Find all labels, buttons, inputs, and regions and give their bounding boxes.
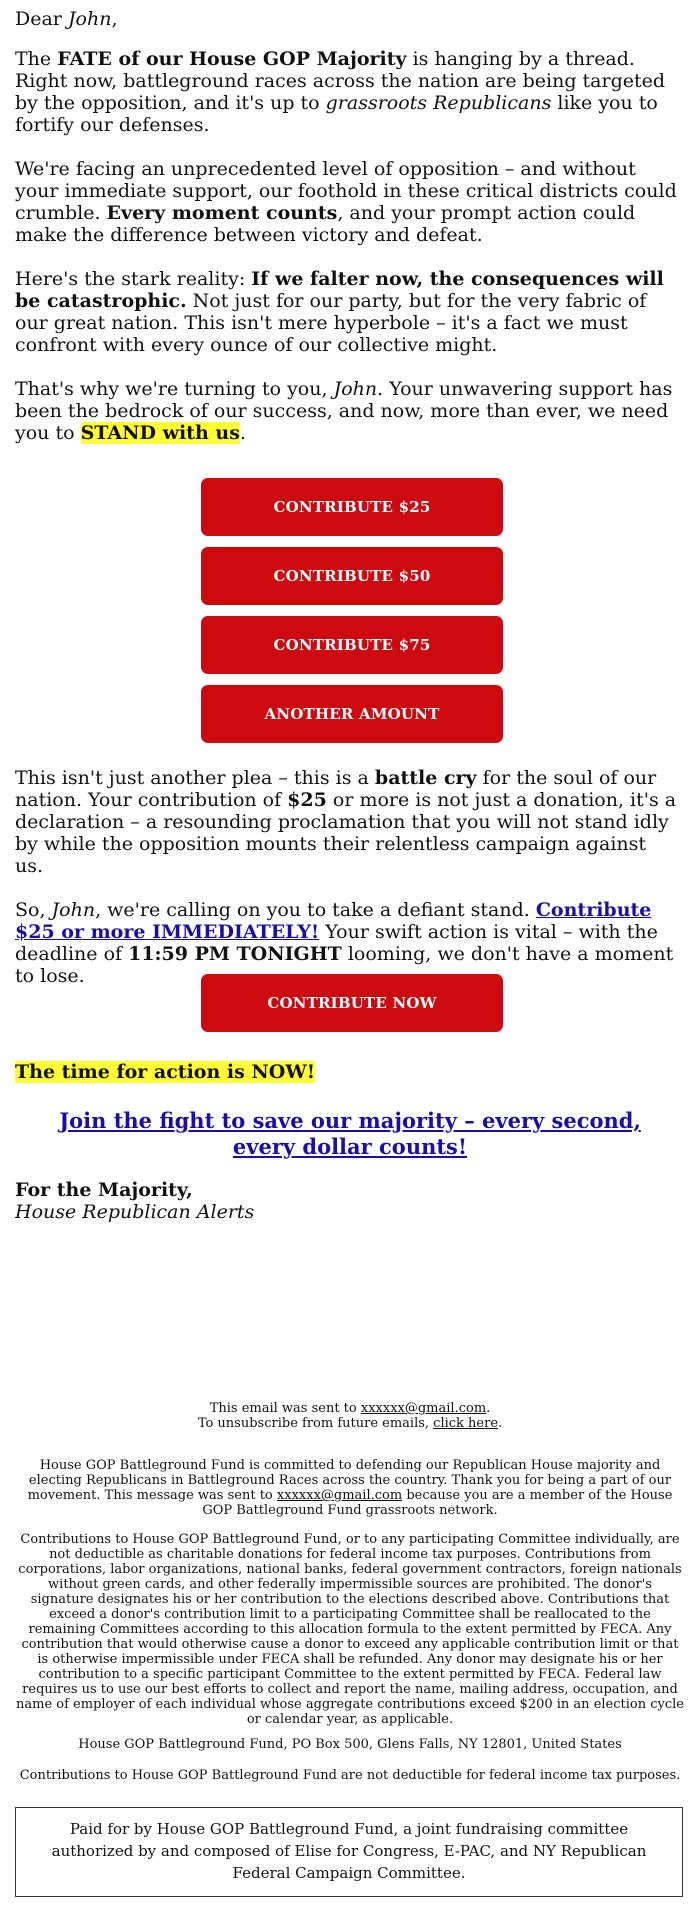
contribute-25-button[interactable]: CONTRIBUTE $25 xyxy=(201,478,503,536)
contribute-inline-link[interactable]: Contribute $25 or more IMMEDIATELY! xyxy=(15,899,652,943)
greeting: Dear John, xyxy=(15,8,118,30)
action-now xyxy=(15,1061,680,1083)
paragraph-fate: The FATE of our House GOP Majority is hanging by a thread. Right now, battleground races across the nation are being targeted by the opposition, and it's up to grassroots Republicans like you to fortify our defenses. xyxy=(15,48,666,136)
contribute-now-button[interactable]: CONTRIBUTE NOW xyxy=(201,974,503,1032)
join-fight-link[interactable]: Join the fight to save our majority – every second, every dollar counts! xyxy=(59,1108,641,1159)
action-now-text: The time for action is NOW! xyxy=(15,1061,316,1083)
signoff-line1: For the Majority, xyxy=(15,1179,193,1201)
signoff-line2: House Republican Alerts xyxy=(15,1201,255,1223)
join-fight xyxy=(40,1108,660,1160)
another-amount-button[interactable]: ANOTHER AMOUNT xyxy=(201,685,503,743)
footer-address: House GOP Battleground Fund, PO Box 500, Glens Falls, NY 12801, United States xyxy=(78,1737,622,1752)
paragraph-opposition: We're facing an unprecedented level of opposition – and without your immediate support, our foothold in these critical districts could crumble. Every moment counts, and your prompt action could make the difference between victory and defeat. xyxy=(15,158,677,246)
contribute-50-button[interactable]: CONTRIBUTE $50 xyxy=(201,547,503,605)
contribute-now-wrap xyxy=(201,974,503,1032)
footer-email-link[interactable]: xxxxxx@gmail.com xyxy=(360,1401,487,1416)
contribute-75-button[interactable]: CONTRIBUTE $75 xyxy=(201,616,503,674)
footer-about-email-link[interactable]: xxxxxx@gmail.com xyxy=(276,1488,403,1503)
footer-about: House GOP Battleground Fund is committed to defending our Republican House majority and electing Republicans in Battleground Races across the country. Thank you for being a part of our movement. This message was sent to xxxxxx@gmail.com because you are a member of the House GOP Battleground Fund grassroots network. xyxy=(27,1458,673,1518)
paragraph-support: That's why we're turning to you, John. Your unwavering support has been the bedrock of our success, and now, more than ever, we need you to STAND with us. xyxy=(15,378,673,444)
email-message xyxy=(15,8,680,444)
paragraph-deadline: So, John, we're calling on you to take a defiant stand. Contribute $25 or more IMMEDIATELY! Your swift action is vital – with the deadline of 11:59 PM TONIGHT looming, we don't have a moment to lose. xyxy=(15,899,674,987)
paid-for-disclaimer: Paid for by House GOP Battleground Fund, a joint fundraising committee authorized by and composed of Elise for Congress, E-PAC, and NY Republican Federal Campaign Committee. xyxy=(15,1807,683,1897)
donation-buttons xyxy=(201,478,503,743)
unsubscribe-link[interactable]: click here xyxy=(433,1416,499,1431)
paragraph-battle-cry: This isn't just another plea – this is a battle cry for the soul of our nation. Your contribution of $25 or more is not just a donation, it's a declaration – a resounding proclamation that you will not stand idly by while the opposition mounts their relentless campaign against us. xyxy=(15,767,677,877)
footer-legal: Contributions to House GOP Battleground Fund, or to any participating Committee individually, are not deductible as charitable donations for federal income tax purposes. Contributions from corporations, labor organizations, national banks, federal government contractors, foreign nationals without green cards, and other federally impermissible sources are prohibited. The donor's signature designates his or her contribution to the elections described above. Contributions that exceed a donor's contribution limit to a participating Committee shall be reallocated to the remaining Committees according to this allocation formula to the extent permitted by FECA. Any contribution that would otherwise cause a donor to exceed any applicable contribution limit or that is otherwise impermissible under FECA shall be refunded. Any donor may designate his or her contribution to a specific participant Committee to the extent permitted by FECA. Federal law requires us to use our best efforts to collect and report the name, mailing address, occupation, and name of employer of each individual whose aggregate contributions exceed $200 in an election cycle or calendar year, as applicable. xyxy=(16,1532,684,1727)
email-message-continued xyxy=(15,767,680,987)
paragraph-reality: Here's the stark reality: If we falter now, the consequences will be catastrophic. Not just for our party, but for the very fabric of our great nation. This isn't mere hyperbole – it's a fact we must confront with every ounce of our collective might. xyxy=(15,268,664,356)
footer-not-deductible: Contributions to House GOP Battleground Fund are not deductible for federal income tax purposes. xyxy=(19,1768,681,1783)
signoff xyxy=(15,1179,680,1223)
footer-sent: This email was sent to xxxxxx@gmail.com. To unsubscribe from future emails, click here. xyxy=(197,1401,503,1431)
